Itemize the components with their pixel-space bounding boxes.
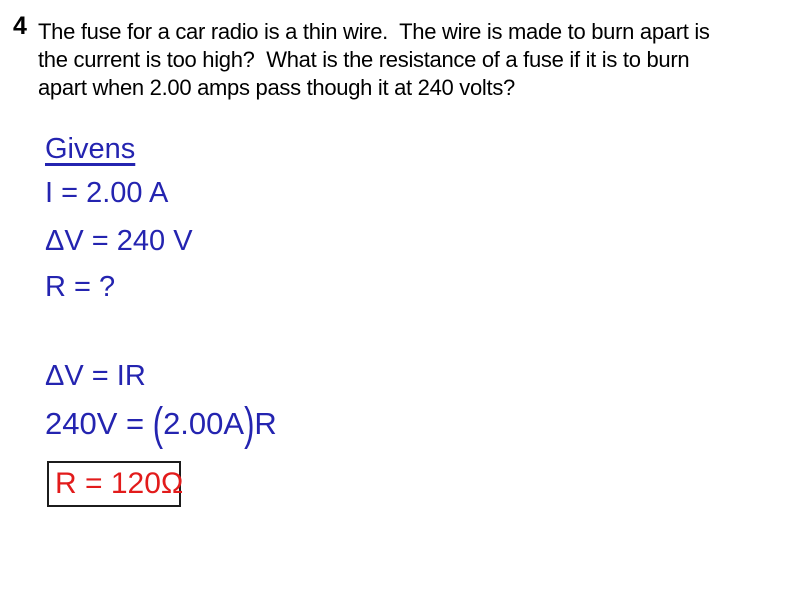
substitution-inside: 2.00A [163,406,245,441]
equation-substitution [45,397,277,450]
problem-statement [38,18,710,102]
answer-box [47,461,184,507]
equation-ohms-law: ΔV = IR [45,360,146,392]
problem-line-1: The fuse for a car radio is a thin wire. The wire is made to burn apart is [38,19,710,44]
close-paren: ) [244,397,255,450]
given-unknown-resistance: R = ? [45,271,116,303]
substitution-lhs: 240V = [45,406,153,441]
problem-line-2: the current is too high? What is the resistance of a fuse if it is to burn [38,47,690,72]
answer-text: R = 120Ω [55,467,184,500]
given-voltage: ΔV = 240 V [45,225,193,257]
problem-line-3: apart when 2.00 amps pass though it at 240 volts? [38,75,515,100]
given-current: I = 2.00 A [45,177,169,209]
givens-heading: Givens [45,133,136,165]
open-paren: ( [152,397,164,450]
substitution-rhs: R [254,406,277,441]
problem-number: 4 [13,12,27,40]
